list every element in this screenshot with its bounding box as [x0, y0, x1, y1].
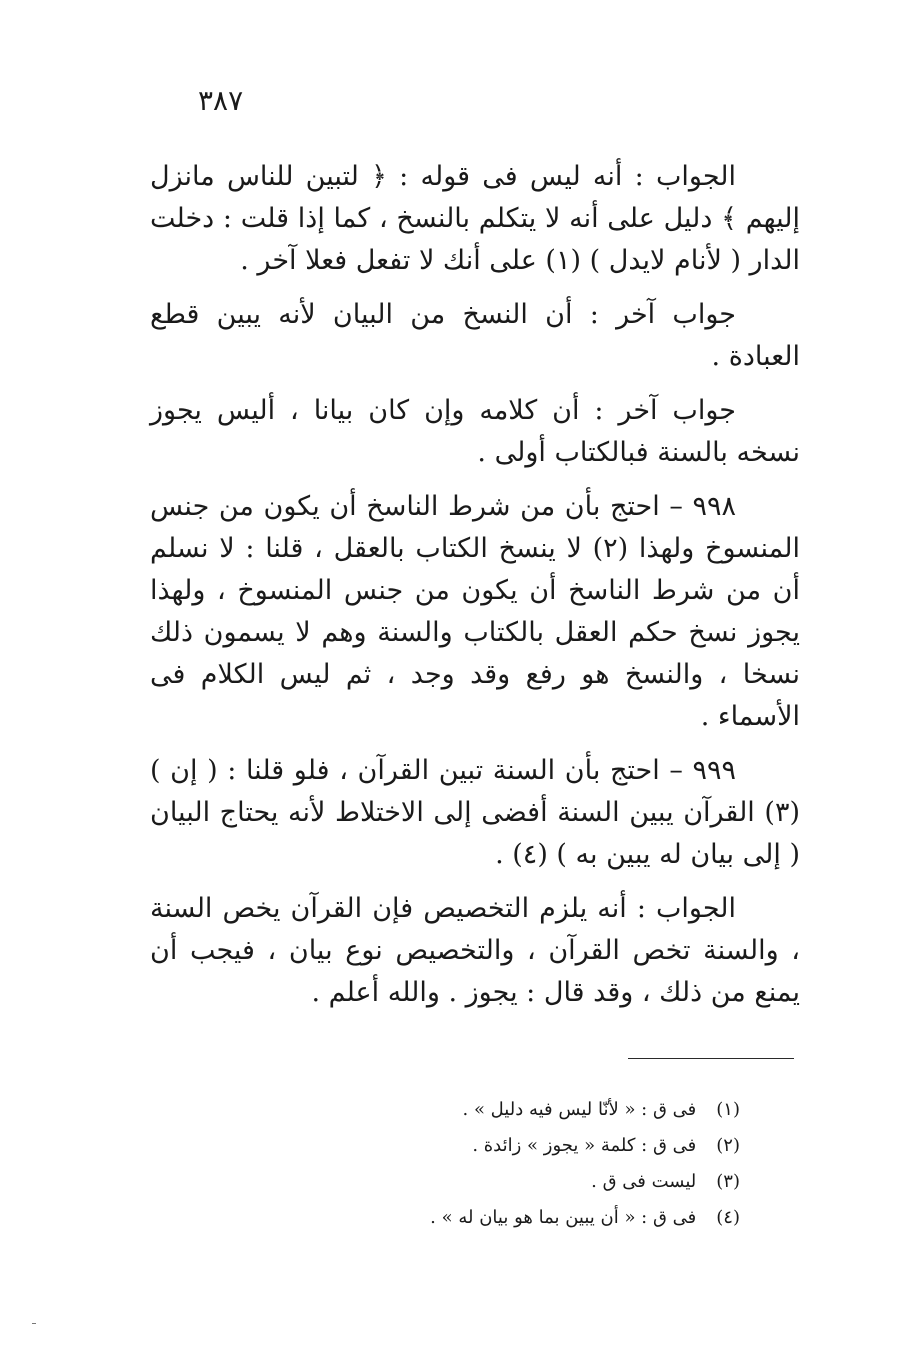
footnote-text: فى ق : « أن يبين بما هو بيان له » . [430, 1207, 697, 1228]
paragraph-answer-1: الجواب : أنه ليس فى قوله : ﴿ لتبين للناس مانزل إليهم ﴾ دليل على أنه لا يتكلم بالنسخ ، كما إذا قلت : دخلت الدار ( لأنام لايدل ) (١) على أنك لا تفعل فعلا آخر . [150, 161, 800, 276]
footnote-number: (٣) [716, 1171, 740, 1192]
footnote-divider [628, 1058, 794, 1059]
footnote-3 [300, 1164, 740, 1200]
footnotes [300, 1092, 740, 1236]
paragraph-998: ٩٩٨ – احتج بأن من شرط الناسخ أن يكون من جنس المنسوخ ولهذا (٢) لا ينسخ الكتاب بالعقل ، قلنا : لا نسلم أن من شرط الناسخ أن يكون من جنس المنسوخ ، ولهذا يجوز نسخ حكم العقل بالكتاب والسنة وهم لا يسمون ذلك نسخا ، والنسخ هو رفع وقد وجد ، ثم ليس الكلام فى الأسماء . [150, 491, 800, 732]
page-number: ٣٨٧ [198, 84, 244, 117]
paragraph-answer-3: جواب آخر : أن كلامه وإن كان بيانا ، أليس يجوز نسخه بالسنة فبالكتاب أولى . [150, 395, 800, 468]
footnote-4 [300, 1200, 740, 1236]
footnote-text: ليست فى ق . [591, 1171, 697, 1192]
footnote-number: (٢) [716, 1135, 740, 1156]
footnote-text: فى ق : « لأنّا ليس فيه دليل » . [462, 1099, 697, 1120]
scan-mark [32, 1323, 36, 1324]
paragraph-answer-2: جواب آخر : أن النسخ من البيان لأنه يبين قطع العبادة . [150, 299, 800, 372]
footnote-number: (١) [716, 1099, 740, 1120]
footnote-number: (٤) [716, 1207, 740, 1228]
paragraph-answer-4: الجواب : أنه يلزم التخصيص فإن القرآن يخص السنة ، والسنة تخص القرآن ، والتخصيص نوع بيان ، فيجب أن يمنع من ذلك ، وقد قال : يجوز . والله أعلم . [150, 893, 800, 1008]
footnote-2 [300, 1128, 740, 1164]
footnote-text: فى ق : كلمة « يجوز » زائدة . [472, 1135, 697, 1156]
footnote-1 [300, 1092, 740, 1128]
paragraph-999: ٩٩٩ – احتج بأن السنة تبين القرآن ، فلو قلنا : ( إن ) (٣) القرآن يبين السنة أفضى إلى الاختلاط لأنه يحتاج البيان ( إلى بيان له يبين به ) (٤) . [150, 755, 800, 870]
main-text [150, 156, 800, 1026]
